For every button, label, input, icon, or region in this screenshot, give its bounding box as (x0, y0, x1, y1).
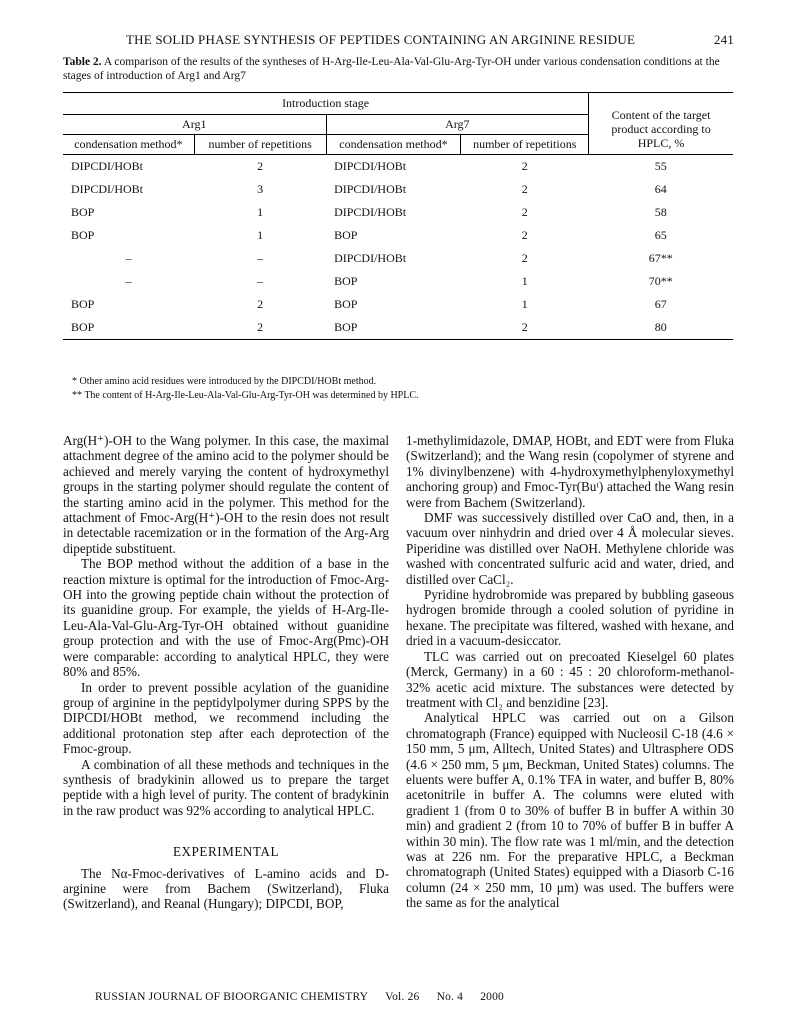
table-row (63, 316, 733, 340)
table-caption (63, 55, 731, 83)
table-row (63, 155, 733, 179)
paragraph: The Nα-Fmoc-derivatives of L-amino acids and D-arginine were from Bachem (Switzerland), Fluka (Switzerland), and Reanal (Hungary); DIPCDI, BOP, (63, 865, 389, 912)
cell: 58 (654, 205, 667, 219)
table-label: Table 2. (63, 56, 102, 68)
cell: 67** (648, 251, 673, 265)
table-note-2: ** The content of H-Arg-Ile-Leu-Ala-Val-Glu-Arg-Tyr-OH was determined by HPLC. (72, 390, 419, 401)
cell: – (125, 274, 132, 288)
section-heading: EXPERIMENTAL (172, 844, 280, 860)
content-header: Content of the target product according to HPLC, % (589, 93, 733, 155)
cell: DIPCDI/HOBt (71, 182, 144, 196)
cell: 2 (194, 316, 326, 340)
arg1-header: Arg1 (63, 115, 326, 135)
paragraph: 1-methylimidazole, DMAP, HOBt, and EDT were from Fluka (Switzerland); and the Wang resin (copolymer of styrene and 1% divinylbenzene) with 4-hydroxymethylphenyloxymethyl anchoring group) and Fmoc-Tyr(Buᵗ) attached the Wang resin were from Bachem (Switzerland). (406, 433, 734, 510)
cell: – (125, 251, 132, 265)
cell: DIPCDI/HOBt (334, 182, 407, 196)
arg7-header: Arg7 (326, 115, 589, 135)
cell: 2 (521, 251, 528, 265)
paragraph: A combination of all these methods and techniques in the synthesis of bradykinin allowed us to prepare the target peptide with a high level of purity. The content of bradykinin in the raw product was 92% according to analytical HPLC. (63, 756, 389, 818)
paragraph: Arg(H⁺)-OH to the Wang polymer. In this case, the maximal attachment degree of the amino acid to the polymer should be achieved and merely varying the content of hydroxymethyl groups in the starting polymer should regulate the content of the starting amino acid in the polymer. This method for the attachment of Fmoc-Arg(H⁺)-OH to the resin does not result in detectable racemization or in the formation of the Arg-Arg dipeptide substituent. (63, 433, 389, 556)
cell: 2 (521, 205, 528, 219)
paragraph: DMF was successively distilled over CaO and, then, in a vacuum over ninhydrin and dried over 4 Å molecular sieves. Piperidine was distilled over NaOH. Methylene chloride was washed with concentrated sulfuric acid and water, dried, and distilled over CaCl₂. (406, 510, 734, 587)
cell: – (257, 274, 264, 288)
cell: 2 (521, 159, 528, 173)
col-method-2: condensation method* (326, 135, 461, 155)
cell: 55 (654, 159, 667, 173)
cell: BOP (71, 205, 95, 219)
cell: BOP (71, 228, 95, 242)
table-row (63, 247, 733, 270)
text-column-left (63, 433, 389, 912)
cell: BOP (326, 316, 461, 340)
text-column-right (406, 433, 734, 911)
table-notes (72, 375, 732, 403)
cell: BOP (63, 316, 194, 340)
cell: 67 (654, 297, 667, 311)
cell: DIPCDI/HOBt (71, 159, 144, 173)
cell: 3 (257, 182, 264, 196)
cell: BOP (71, 297, 95, 311)
journal-name: RUSSIAN JOURNAL OF BIOORGANIC CHEMISTRY (95, 991, 369, 1003)
table-row (63, 293, 733, 316)
cell: 2 (461, 316, 589, 340)
paragraph: Pyridine hydrobromide was prepared by bubbling gaseous hydrogen bromide through a cooled solution of pyridine in hexane. The precipitate was filtered, washed with hexane, and dried in a vacuum-desiccator. (406, 587, 734, 649)
cell: BOP (334, 228, 358, 242)
col-method-1: condensation method* (63, 135, 194, 155)
volume: Vol. 26 (385, 991, 420, 1003)
cell: 64 (654, 182, 667, 196)
running-header (126, 32, 734, 48)
cell: BOP (334, 274, 358, 288)
col-reps-2: number of repetitions (461, 135, 589, 155)
cell: – (257, 251, 264, 265)
cell: DIPCDI/HOBt (334, 251, 407, 265)
cell: 1 (521, 274, 528, 288)
cell: 80 (589, 316, 733, 340)
cell: DIPCDI/HOBt (334, 205, 407, 219)
results-table (63, 92, 733, 340)
cell: 2 (521, 228, 528, 242)
table-row (63, 178, 733, 201)
cell: 1 (521, 297, 528, 311)
cell: 70** (648, 274, 673, 288)
table-row (63, 201, 733, 224)
paragraph: Analytical HPLC was carried out on a Gilson chromatograph (France) equipped with Nucleosil C-18 (4.6 × 150 mm, 5 μm, Alltech, United States) and Ultrasphere ODS (4.6 × 250 mm, 5 μm, Beckman, United States) columns. The eluents were buffer A, 0.1% TFA in water, and buffer B, 80% acetonitrile in buffer A. The columns were eluted with gradient 1 (from 0 to 30% of buffer B in buffer A within 30 min) and gradient 2 (from 10 to 70% of buffer B in buffer A within 30 min). The flow rate was 1 ml/min, and the detection was at 226 nm. For the preparative HPLC, a Beckman chromatograph (United States) equipped with a Diasorb C-16 column (24 × 250 mm, 10 μm) was used. The buffers were the same as for the analytical (406, 710, 734, 911)
table-row (63, 224, 733, 247)
cell: 2 (257, 297, 264, 311)
table-caption-text: A comparison of the results of the syntheses of H-Arg-Ile-Leu-Ala-Val-Glu-Arg-Tyr-OH under various condensation conditions at the stages of introduction of Arg1 and Arg7 (63, 56, 720, 82)
header-title: THE SOLID PHASE SYNTHESIS OF PEPTIDES CONTAINING AN ARGININE RESIDUE (126, 32, 636, 47)
cell: 1 (257, 205, 264, 219)
cell: BOP (334, 297, 358, 311)
cell: DIPCDI/HOBt (334, 159, 407, 173)
cell: 65 (654, 228, 667, 242)
cell: 2 (257, 159, 264, 173)
col-reps-1: number of repetitions (194, 135, 326, 155)
cell: 2 (521, 182, 528, 196)
table-note-1: * Other amino acid residues were introduced by the DIPCDI/HOBt method. (72, 376, 377, 387)
paragraph: In order to prevent possible acylation of the guanidine group of arginine in the peptidylpolymer during SPPS by the DIPCDI/HOBt method, we recommend including the additional protonation step after each deprotection of the Fmoc-group. (63, 679, 389, 757)
paragraph: The BOP method without the addition of a base in the reaction mixture is optimal for the introduction of Fmoc-Arg-OH into the growing peptide chain without the protection of its guanidine group. For example, the yields of H-Arg-Ile-Leu-Ala-Val-Glu-Arg-Tyr-OH obtained without guanidine group protection and with the use of Fmoc-Arg(Pmc)-OH were comparable: according to analytical HPLC, they were 80% and 85%. (63, 556, 389, 680)
running-footer (95, 991, 518, 1003)
page-number: 241 (713, 32, 734, 47)
year: 2000 (480, 991, 505, 1003)
table-row (63, 270, 733, 293)
cell: 1 (257, 228, 264, 242)
issue: No. 4 (436, 991, 464, 1003)
paragraph: TLC was carried out on precoated Kieselgel 60 plates (Merck, Germany) in a 60 : 45 : 20 chloroform-methanol-32% acetic acid mixture. The substances were detected by treatment with Cl₂ and benzidine [23]. (406, 648, 734, 710)
group-header: Introduction stage (63, 93, 589, 115)
